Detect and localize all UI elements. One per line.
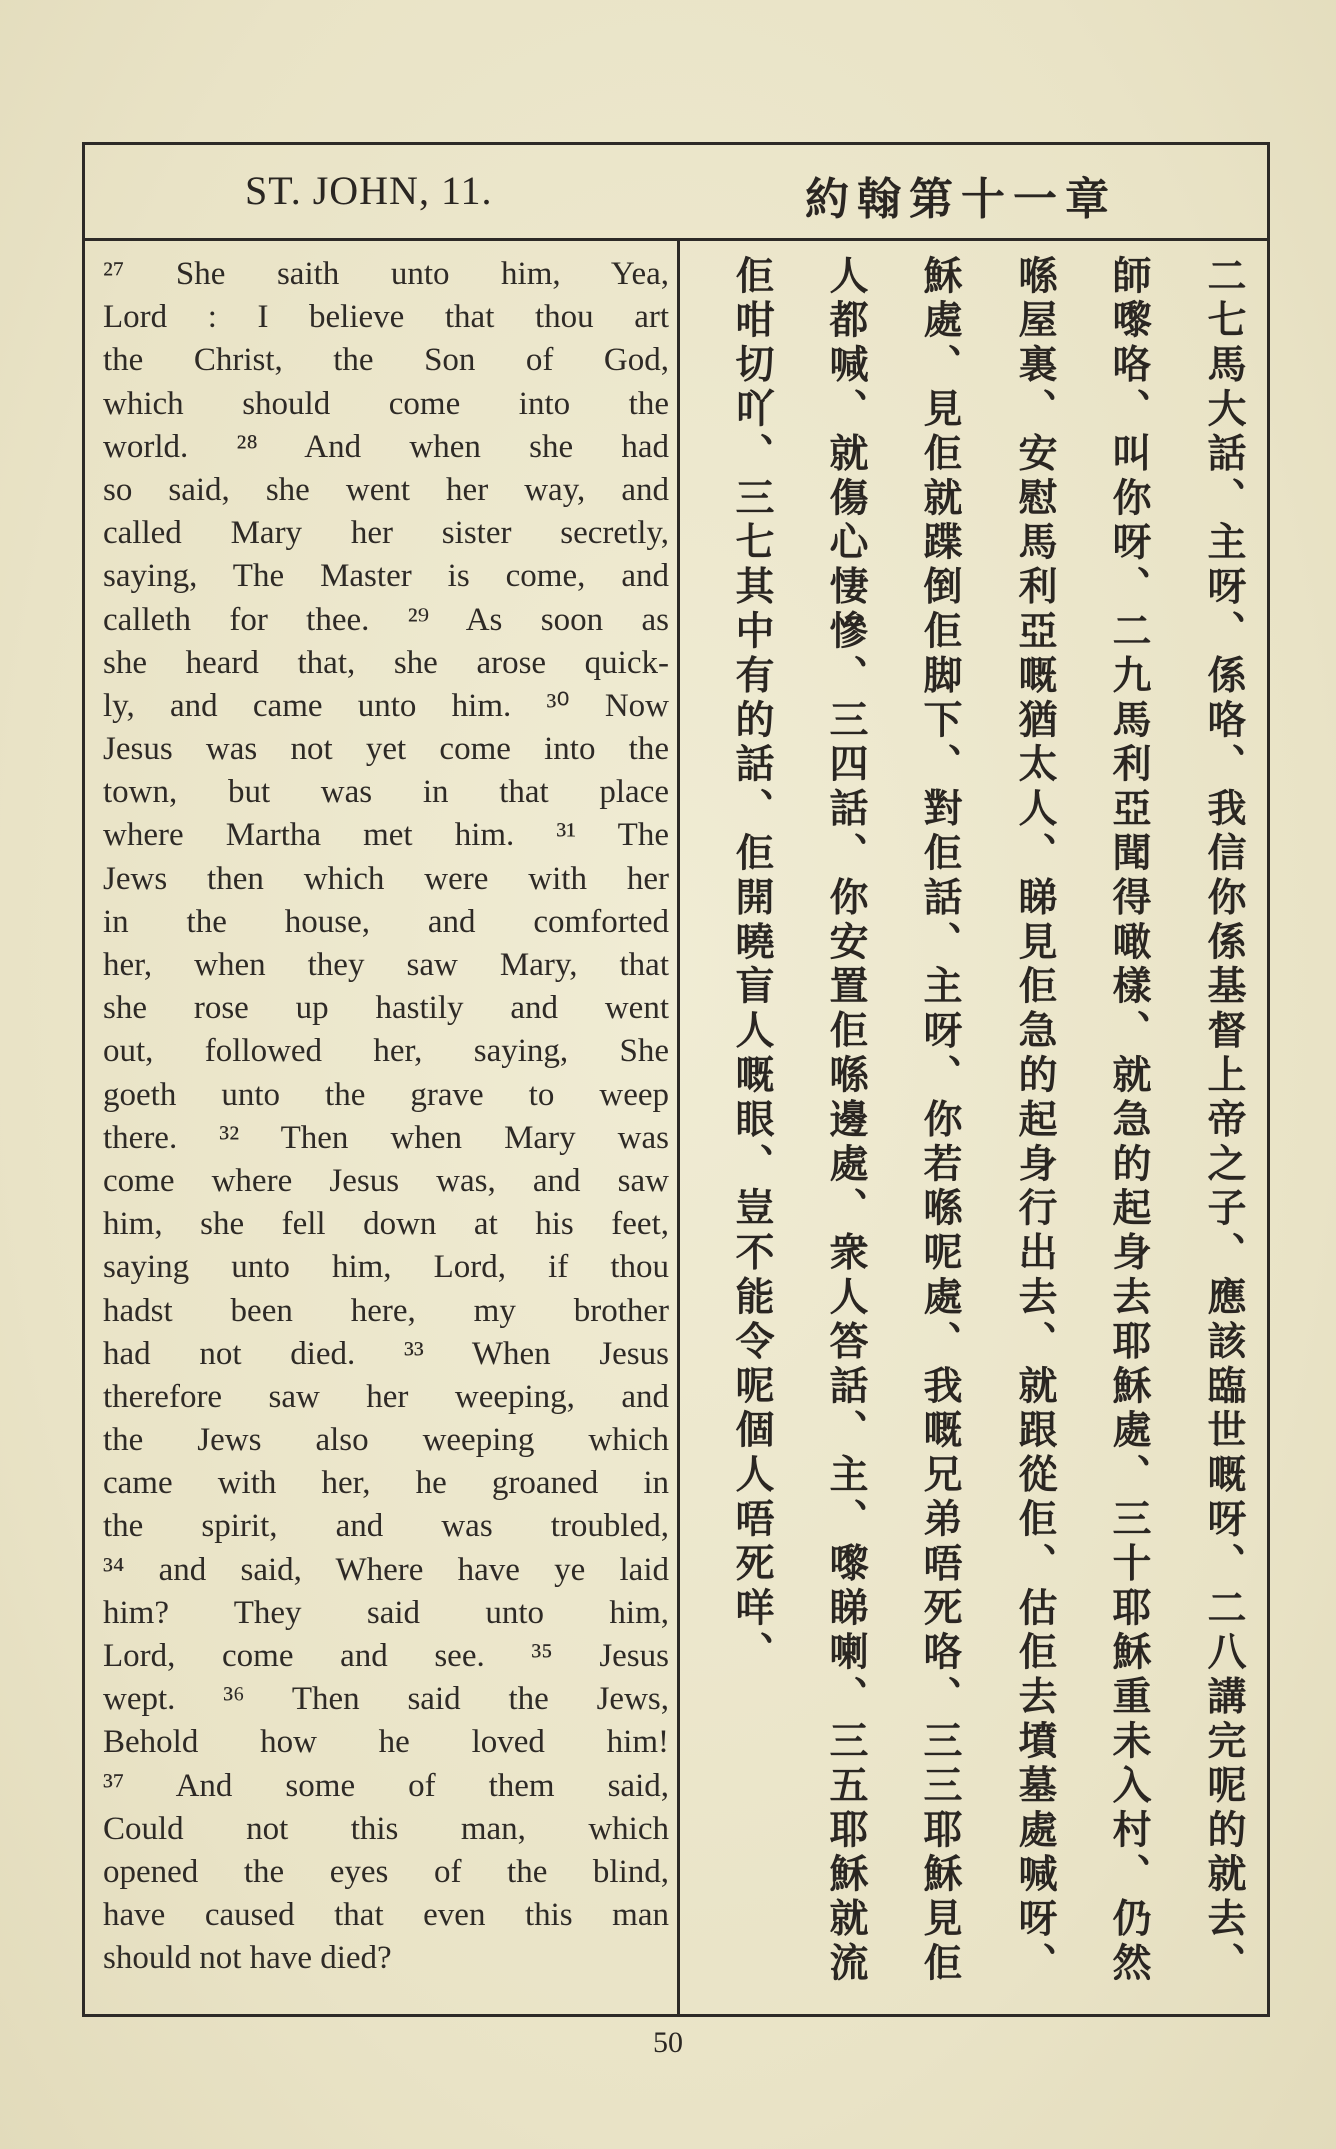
page-header — [85, 145, 1267, 241]
english-line: Lord : I believe that thou art — [103, 299, 669, 336]
english-line: Jesus was not yet come into the — [103, 731, 669, 768]
english-line: saying, The Master is come, and — [103, 558, 669, 595]
english-line: ²⁷ She saith unto him, Yea, — [103, 256, 669, 292]
header-english-title: ST. JOHN, 11. — [245, 168, 493, 213]
english-line: which should come into the — [103, 385, 669, 422]
english-line: world. ²⁸ And when she had — [103, 428, 669, 465]
english-line: therefore saw her weeping, and — [103, 1378, 669, 1415]
english-line: the Jews also weeping which — [103, 1422, 669, 1459]
english-line: out, followed her, saying, She — [103, 1033, 669, 1070]
english-line: the spirit, and was troubled, — [103, 1508, 669, 1545]
english-line: ³⁷ And some of them said, — [103, 1767, 669, 1804]
header-chinese-title: 約翰第十一章 — [805, 174, 1117, 225]
english-line: came with her, he groaned in — [103, 1465, 669, 1502]
english-line: Could not this man, which — [103, 1810, 669, 1847]
chinese-column: 二七馬大話、主呀、係咯、我信你係基督上帝之子、應該臨世嘅呀、二八講完呢的就去、 — [1201, 255, 1246, 1987]
chinese-column: 穌處、見佢就蹀倒佢脚下、對佢話、主呀、你若喺呢處、我嘅兄弟唔死咯、三三耶穌見佢 — [917, 255, 962, 1987]
english-line: called Mary her sister secretly, — [103, 515, 669, 552]
english-line: there. ³² Then when Mary was — [103, 1119, 669, 1156]
chinese-column: 佢咁切吖、三七其中有的話、佢開曉盲人嘅眼、豈不能令呢個人唔死咩、 — [729, 255, 774, 1676]
english-line: have caused that even this man — [103, 1897, 669, 1934]
english-line: town, but was in that place — [103, 774, 669, 811]
english-line: in the house, and comforted — [103, 903, 669, 940]
english-line: she heard that, she arose quick- — [103, 644, 669, 681]
english-line: Lord, come and see. ³⁵ Jesus — [103, 1638, 669, 1674]
chinese-column: 人都喊、就傷心悽慘、三四話、你安置佢喺邊處、衆人答話、主、嚟睇喇、三五耶穌就流 — [823, 255, 868, 1987]
english-line: ly, and came unto him. ³⁰ Now — [103, 687, 669, 724]
english-line: should not have died? — [103, 1940, 392, 1977]
english-line: had not died. ³³ When Jesus — [103, 1335, 669, 1372]
english-line: so said, she went her way, and — [103, 471, 669, 508]
english-line: ³⁴ and said, Where have ye laid — [103, 1551, 669, 1588]
english-line: saying unto him, Lord, if thou — [103, 1249, 669, 1286]
english-line: wept. ³⁶ Then said the Jews, — [103, 1681, 669, 1718]
chinese-column: 師嚟咯、叫你呀、二九馬利亞聞得噉樣、就急的起身去耶穌處、三十耶穌重未入村、仍然 — [1106, 255, 1151, 1987]
english-line: her, when they saw Mary, that — [103, 947, 669, 983]
english-line: where Martha met him. ³¹ The — [103, 817, 669, 854]
english-line: opened the eyes of the blind, — [103, 1853, 669, 1890]
english-line: Behold how he loved him! — [103, 1724, 669, 1761]
english-line: come where Jesus was, and saw — [103, 1162, 669, 1199]
chinese-text-area — [693, 255, 1263, 2015]
english-line: him? They said unto him, — [103, 1594, 669, 1631]
chinese-column: 喺屋裏、安慰馬利亞嘅猶太人、睇見佢急的起身行出去、就跟從佢、估佢去墳墓處喊呀、 — [1012, 255, 1057, 1987]
page-number: 50 — [653, 2026, 683, 2059]
column-divider — [677, 241, 680, 2017]
english-line: the Christ, the Son of God, — [103, 342, 669, 379]
english-line: Jews then which were with her — [103, 860, 669, 897]
english-text-column — [103, 253, 669, 2013]
english-line: goeth unto the grave to weep — [103, 1076, 669, 1113]
english-line: she rose up hastily and went — [103, 990, 669, 1027]
english-line: hadst been here, my brother — [103, 1292, 669, 1329]
page-frame — [82, 142, 1270, 2017]
english-line: calleth for thee. ²⁹ As soon as — [103, 601, 669, 638]
english-line: him, she fell down at his feet, — [103, 1206, 669, 1243]
